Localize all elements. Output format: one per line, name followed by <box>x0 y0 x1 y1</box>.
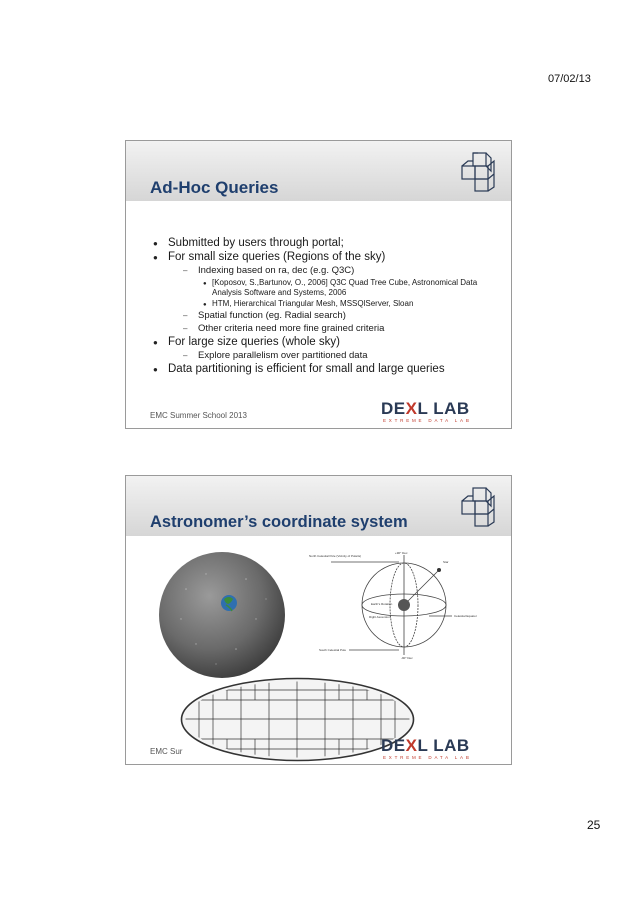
logo-subtitle: EXTREME DATA LAB <box>383 755 472 760</box>
bullet-level-3: ● [Koposov, S.,Bartunov, O., 2006] Q3C Quad Tree Cube, Astronomical Data Analysis Software and Systems, 2006 <box>150 278 501 298</box>
bullet-level-3: ● HTM, Hierarchical Triangular Mesh, MSSQlServer, Sloan <box>150 299 501 309</box>
dexl-lab-logo: DEXL LAB EXTREME DATA LAB <box>381 399 472 423</box>
slide-footer: EMC Sur <box>150 747 183 756</box>
slide-coordinate-system <box>125 475 512 765</box>
svg-text:North Celestial Pole (Vicinity: North Celestial Pole (Vicinity of Polaris) <box>309 554 362 558</box>
svg-text:+90° Dec: +90° Dec <box>395 551 408 555</box>
bullet-level-2: – Other criteria need more fine grained criteria <box>150 323 501 335</box>
svg-text:Earth's Rotation: Earth's Rotation <box>371 602 393 606</box>
bullet-level-1: ● Submitted by users through portal; <box>150 237 501 250</box>
logo-subtitle: EXTREME DATA LAB <box>383 418 472 423</box>
bullet-level-1: ● Data partitioning is efficient for small and large queries <box>150 363 501 376</box>
page-number: 25 <box>587 818 601 832</box>
svg-text:South Celestial Pole: South Celestial Pole <box>319 648 347 652</box>
bullet-level-2: – Indexing based on ra, dec (e.g. Q3C) <box>150 265 501 277</box>
bullet-level-2: – Spatial function (eg. Radial search) <box>150 310 501 322</box>
slide-title: Ad-Hoc Queries <box>150 178 279 197</box>
cube-logo-icon <box>459 151 501 193</box>
bullet-list <box>150 237 501 377</box>
bullet-level-2: – Explore parallelism over partitioned data <box>150 350 501 362</box>
page-date: 07/02/13 <box>548 73 591 85</box>
slide-footer: EMC Summer School 2013 <box>150 411 247 420</box>
slide-title: Astronomer’s coordinate system <box>150 513 408 531</box>
bullet-level-1: ● For small size queries (Regions of the sky) <box>150 251 501 264</box>
slide-ad-hoc-queries <box>125 140 512 429</box>
coordinate-diagram <box>309 550 484 660</box>
celestial-sphere-image <box>156 549 288 681</box>
dexl-lab-logo: DEXL LAB EXTREME DATA LAB <box>381 736 472 760</box>
cube-logo-icon <box>459 486 501 528</box>
svg-text:-90° Dec: -90° Dec <box>401 656 413 660</box>
svg-text:Right Ascension: Right Ascension <box>369 615 391 619</box>
svg-text:Star: Star <box>443 560 449 564</box>
svg-text:Celestial Equator: Celestial Equator <box>454 614 477 618</box>
bullet-level-1: ● For large size queries (whole sky) <box>150 336 501 349</box>
